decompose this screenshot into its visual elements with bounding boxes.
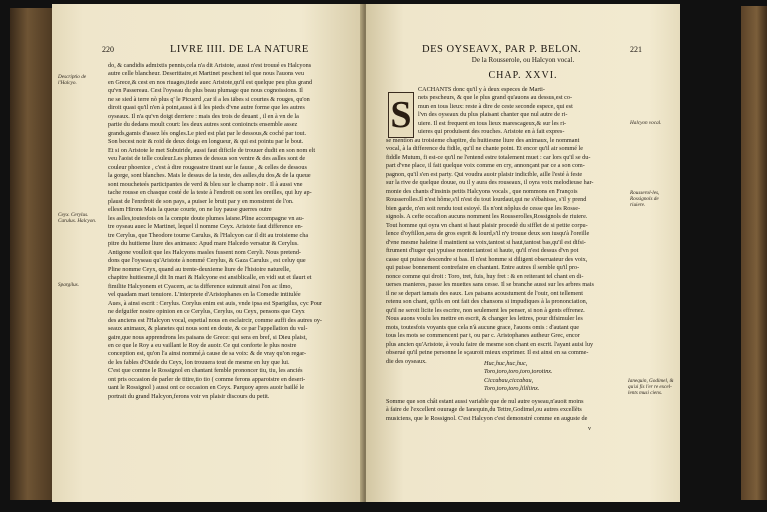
chapter-subtitle: De la Rousserole, ou Halcyon vocal. (471, 56, 575, 64)
text-line: Nous auons voulu les mettre en escrit, & changer les lettres, pour difsimuler les (386, 315, 583, 323)
text-line: qu'il ne seroit licite les escrire, non seulement les penser, si non à gents effrenez. (386, 306, 585, 314)
text-line: oyseaux. Il n'a qu'vn doigt derriere : mais des trois de deuant , il en à vn de la (108, 112, 299, 120)
text-line: ftrument d'iuger qui ypuisse monter.tantost si haute, qu'il n'est dessus d'vn pot (386, 247, 579, 255)
text-line: mots, toutesfois voyants que cela n'à aucune grace, l'auons omis : d'autant que (386, 323, 580, 331)
text-line: casse qui puisse descendre si bas. Il n'est homme si diligent obseruateur des voix, (386, 255, 588, 263)
text-line: nonce comme qui droit : Toro, tret, fuis, huy fret : & en reiterant tel chant en di- (386, 272, 584, 280)
margin-note: Ianequin, Godimel, & qu'ui fis l'er re excel-lents musi ciens. (628, 378, 674, 397)
text-line: seaux animaux, & planetes qui nous sont en doute, & ce par l'appellation du vul- (108, 325, 308, 333)
text-line: obserué qu'il peine personne le sçauroit mieux exprimer. Il est ainsi en sa comme- (386, 349, 589, 357)
text-line: tre oyseau auec le Martinet, lequel il nomme Ceyx. Aristote faut difference en- (108, 223, 303, 231)
verse-block (484, 360, 604, 393)
text-line: vel quadam mari tenuiore. L'interprete d'Aristophanes en la Comedie intitulée (108, 291, 301, 299)
text-line: ellesm Hirons Mais la queue courte, on ne luy pause guerres outre (108, 206, 272, 214)
text-line: ont pris occasion de parler de titire,tio tio ( comme ferons apparoistre en deseri- (108, 375, 306, 383)
text-line: couleur phoenice , c'est à dire rougeastre tirant sur le fauue , & celles de dessous (108, 163, 307, 171)
text-line: l'vn des oyseaux du plus plaisant chanter que nul autre de ri- (418, 111, 568, 119)
text-line: signols. A cefte occafion aucuns nomment les Rousserolles,Rossignols de riuiere. (386, 213, 588, 221)
text-line: C'est que comme le Rossignol en chantant femble prononcer tiu, tiu, les anciés (108, 367, 303, 375)
text-line: autre celle blancheur. Deserittaire,et Martinet peschent tel que nous l'auons veu (108, 70, 304, 78)
text-line: do, & candidis admixtis pennis,cela n'a dit Aristote, aussi n'est trouué es Halcyons (108, 62, 312, 69)
text-line: uieres qui produisent des rouches. Aristote en à fait expres- (418, 128, 565, 136)
text-line: dons que l'oyseau qu'Aristote à nommé Cerylus, & Gaza Carulus , est celuy que (108, 257, 306, 265)
text-line: les aslles,toutesfois on la compte doute plumes laisne.Pline accompagne vn au- (108, 214, 304, 222)
closing-text (386, 398, 626, 423)
text-line: gaire,que nous apprendrons les paisans de Grece: qui sera en bref, si Dieu plaist, (108, 333, 307, 341)
text-line: uiere. Il est frequent en tous lieux marescageux,& sur les ri- (418, 119, 567, 127)
margin-note: Descriptio de l'Halcyo. (58, 74, 87, 87)
text-line: Huc,huc,huc,huc, (484, 360, 528, 367)
text-line: Son becest noir & roid de deux doigs en longueur, & qui est pointu par le bout. (108, 138, 304, 146)
catchword: v (588, 426, 591, 432)
text-line: tous les mots se commencent par t, ou par c. Aristophanes autheur Grec, encor (386, 332, 580, 340)
text-line: chapitre huitiesme,il dit In mari & Halcyone est ansiblicalle, en vidi sut et ilaurt et (108, 274, 312, 282)
text-line: CACHANTS donc qu'il y à deux especes de Marti- (418, 86, 545, 93)
text-line: partie du dedans moult court: les deux autres sont conioincts ensemble assez (108, 121, 298, 129)
text-line: ne se sied à terre nò plus q' le Picuerd ,car il a les iābes si courtes & rouges, qu'on (108, 95, 310, 103)
text-line: Tout homme qui oyra vn chant si haut plaisir procedè du sifflet de si petite corpu- (386, 221, 588, 229)
text-line: fiddle Mutum, fi est-ce qu'il ne l'entend estre totalement muet : car lors qu'il se du- (386, 153, 591, 161)
text-line: uerses manieres, passe les muettes sans cesse. Il se branche aussi sur les arbres mais (386, 281, 594, 289)
text-line: d'vne mesme haleine il maintient sa voix,tantost si haut,tantost bas,qu'il est difsi- (386, 238, 586, 246)
text-line: en Grece,& cest en nos riuages,tiede auec Aristote,qu'il est quelque peu plus grand (108, 78, 313, 86)
margin-note: Rousserol-les, Rossignols de riuiere. (630, 190, 660, 209)
text-line: part d'vne place, il fait quelque voix comme en cry, annonçant par ce a son com- (386, 162, 585, 170)
text-line: grands,gamis d'assez lés ongles.Le pied est plat par le dessous,& coché par tout. (108, 129, 307, 137)
text-line: uant le Rossignol ) aussi ont ce occasion en Ceyx. Parquoy apres auoir baillé le (108, 384, 305, 392)
text-line: qui puisse bonnement contrefaire en chantant. Entre autres il semble qu'il pro- (386, 264, 580, 272)
text-line: Rousserolles.Il n'est hôme,s'il n'est du tout lourdaut,qui ne s'ébahisse, s'il y prend (386, 196, 587, 204)
text-line: die des oyseaux. (386, 357, 427, 365)
margin-note: Halcyon vocal. (630, 120, 662, 126)
body-text (108, 62, 352, 401)
left-page (52, 4, 364, 502)
text-line: diroit quasi qu'il n'en à point,aussi à il les pieds d'vne autre forme que les autres (108, 104, 305, 112)
text-line: lence d'oyfillon,sera de gros esprit & lourd,s'il n'y trouue deux son iusqu'à l'oreille (386, 230, 590, 238)
text-line: portrait du grand Halcyon,ferons voir vn plaisir discours du petit. (108, 392, 270, 400)
text-line: vocal, à la difference du fidile, qu'il ne chante point. Et encor qu'il air sommé le (386, 145, 583, 153)
text-line: la gorge, sont blanches. Mais le dessus de la teste, des aslles,du dos,& de la queue (108, 172, 311, 180)
text-line: à faire de l'excellent ouurage de Ianequin,du Tettre,Godimel,ou autres excellẽts (386, 406, 582, 414)
text-line: Toro,toro,toro,toro,torotinx. (484, 368, 553, 376)
text-line: veu l'aoist de telle couleur.Les plumes de dessus son ventre & des aslles sont de (108, 155, 306, 163)
text-line: Ciccabau,ciccabau, (484, 376, 534, 384)
text-line: retenu son chant, qu'ils en ont fait des chansons si impudiques à la prononciation, (386, 298, 588, 306)
book-cover-left-edge (10, 8, 54, 500)
margin-note: Ceyx. Cerylus. Carulus. Halcyon. (58, 212, 97, 225)
text-line: ne defguifer nostre opinion en ce Cerylus, Cerylus, ou Ceyx, pensons que Ceyx (108, 308, 305, 316)
text-line: fimilite Halcyonem et Cyacem, ac ta difference suinnuit ainsi l'on ac ilmo, (108, 282, 292, 290)
running-head: DES OYSEAVX, PAR P. BELON. (422, 44, 582, 55)
text-line: qu'vn Passereau. Cest l'oyseau du plus beau plumage que nous cognoissions. Il (108, 87, 303, 95)
chapter-heading: CHAP. XXVI. (488, 70, 558, 81)
text-line: mun en tous lieux: reste à dire de ceste seconde espece, qui est (418, 102, 573, 110)
text-line: tre Cerylus, que Theodore tourne Carulus, & l'Halcyon car il dit au troisieme cha (108, 231, 309, 239)
text-line: monie des chants d'insinis petits Halcyons vocals , que nommons en François (386, 187, 578, 195)
text-line: Et si on Aristote le met Subuiride, aussi faut dificile de trouuer dudit en son nom elt (108, 146, 316, 154)
text-line: sont moucheteés participantes de verd & bleu sur le champ noir . Il à aussi vne (108, 180, 303, 188)
text-line: musiciens, que le Rossignol. C'est Halcyon c'est demonstré comme en auguste de (386, 414, 588, 422)
page-number: 221 (630, 45, 642, 54)
body-text (386, 137, 626, 366)
page-number: 220 (102, 45, 114, 54)
body-text-opening (418, 86, 624, 137)
text-line: bien garde, n'en soit rendu tout esioyé. Ils n'ont nôplus de cesse que les Rosse- (386, 204, 581, 212)
text-line: Antigone voulloit que les Halcyons masles fussent nom Ceryli. Nous pretend- (108, 248, 301, 256)
book-cover-right-edge (741, 6, 767, 500)
text-line: des anciens est l'Halcyon vocal, espetial nous en esclaircir, comme auffi des autres oy- (108, 316, 322, 324)
text-line: de les fables d'Ouide du Ceyx, lon trouuera tout de mesme en luy que lui. (108, 358, 290, 366)
text-line: plaust de l'enrdroit de son pays, a puiser le bruit par y en monstrent de l'on. (108, 197, 294, 205)
text-line: nets pescheurs, & que le plus grand qu'auons au dessus,est co- (418, 94, 573, 102)
text-line: conception est, qu'on l'a ainsi nommé,à cause de sa voix: & de vray qu'on regar- (108, 350, 307, 358)
text-line: Aues, à ainsi escrit : Cerylus. Corylus enim est auis, vnde ipsa est Sparigilus, cyc Pour (108, 299, 322, 307)
running-head: LIVRE IIII. DE LA NATURE (170, 44, 309, 55)
text-line: Toro,toro,toro,lililiinx. (484, 384, 540, 392)
text-line: Somme que son chât estant aussi variable que de nul autre oyseau,n'auoit moins (386, 398, 584, 405)
text-line: pitre du huitieme liure des animaux: Apud mare Halcedo versatur & Cerylus. (108, 240, 299, 248)
text-line: pagnon, qu'il s'en est party. Qui voudra auoir plaisir indicible, aille l'esté à feste (386, 170, 583, 178)
margin-note: Spargilus. (58, 282, 79, 288)
text-line: se mention au troisieme chapitre, du huitiesme liure des animaux, le nommant (386, 137, 580, 144)
right-page (366, 4, 680, 502)
text-line: en ce que le Roy a eu vaillant le Roy de auoir. Ce qui conforte le plus nostre (108, 341, 297, 349)
text-line: plus ancien qu'Aristote, à voulu faire de mesme son chant en escrit. l'ayant auisi luy (386, 340, 594, 348)
decorated-initial: S (388, 92, 414, 138)
text-line: Pline nomme Ceyx, quand au trente-deuxieme liure de l'histoire naturelle, (108, 265, 291, 273)
text-line: sur la rive de quelque douue, ou il y aura des rouseaux, il oyra voix melodieuse har- (386, 179, 594, 187)
text-line: il ne se depart iamais des eaux. Les paisans acoustument de l'ouir, ont tellement (386, 289, 583, 297)
text-line: tache rousse en chasque costé de la teste à l'endroit ou sont les oreilles, qui luy ap- (108, 189, 312, 197)
